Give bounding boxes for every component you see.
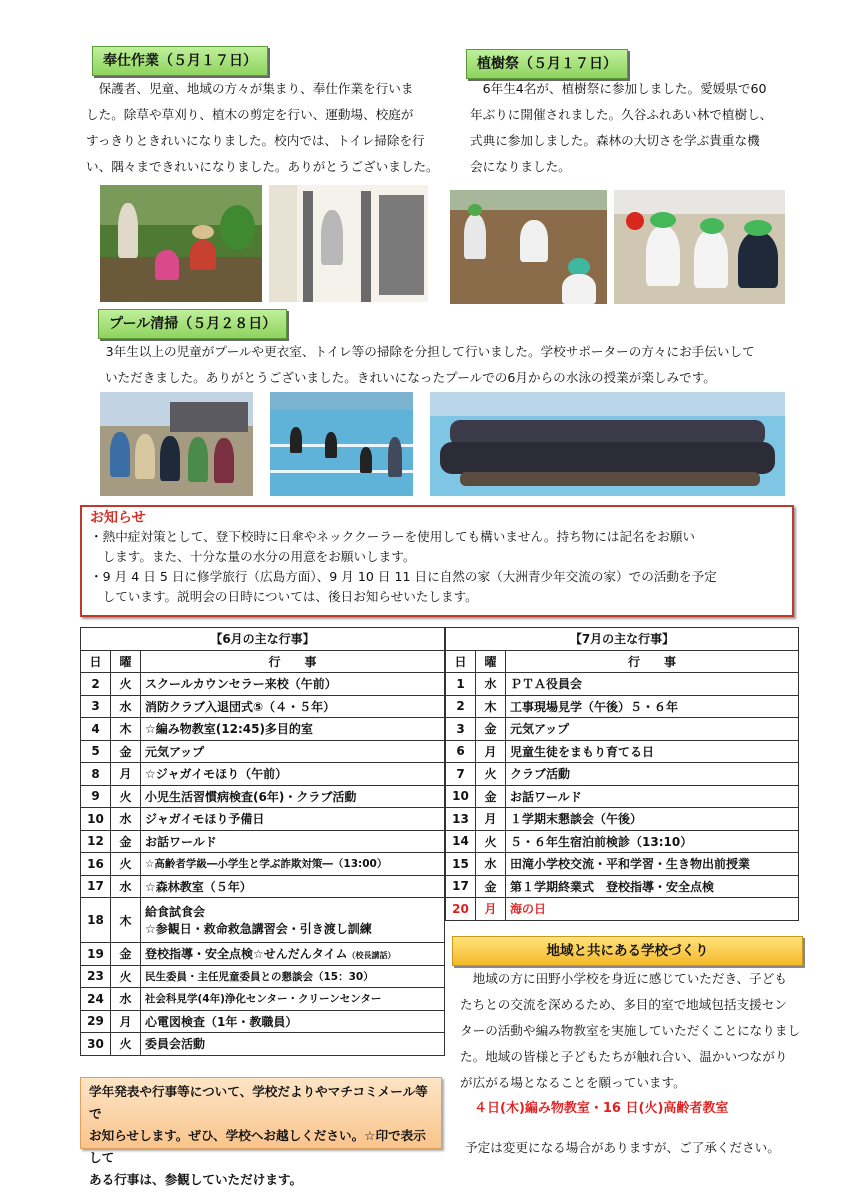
- orange-note: [80, 1077, 442, 1187]
- col-event: 行 事: [506, 650, 799, 673]
- table-row: [446, 763, 799, 786]
- event-text: 元気アップ: [145, 744, 205, 759]
- col-weekday: 曜: [476, 650, 506, 673]
- hoshi-line: した。除草や草刈り、植木の剪定を行い、運動場、校庭が: [86, 107, 414, 122]
- table-row: [81, 808, 445, 831]
- table-row: [81, 695, 445, 718]
- event-text: 小児生活習慣病検査(6年)・クラブ活動: [145, 789, 357, 804]
- row-event: [506, 785, 799, 808]
- event-text: 消防クラブ入退団式⑤（４・５年）: [145, 699, 336, 714]
- row-event: [141, 740, 445, 763]
- row-event: [506, 695, 799, 718]
- col-weekday: 曜: [111, 650, 141, 673]
- row-event: [506, 898, 799, 921]
- event-text: 第１学期終業式 登校指導・安全点検: [510, 879, 715, 894]
- row-weekday: 月: [476, 898, 506, 921]
- photo-toilet-cleaning: [269, 185, 428, 302]
- row-weekday: 火: [476, 763, 506, 786]
- row-day: 29: [81, 1010, 111, 1033]
- community-line: が広がる場となることを願っています。: [460, 1075, 686, 1090]
- row-event: [141, 965, 445, 988]
- table-row: [81, 988, 445, 1011]
- table-row: [446, 898, 799, 921]
- row-day: 23: [81, 965, 111, 988]
- row-day: 17: [81, 875, 111, 898]
- hoshi-text: [86, 76, 441, 180]
- row-weekday: 水: [111, 695, 141, 718]
- row-day: 16: [81, 853, 111, 876]
- table-row: [81, 898, 445, 943]
- row-day: 9: [81, 785, 111, 808]
- table-row: [81, 740, 445, 763]
- row-event: [506, 740, 799, 763]
- table-row: [81, 1033, 445, 1056]
- row-weekday: 月: [111, 763, 141, 786]
- table-row: [81, 965, 445, 988]
- row-weekday: 月: [476, 740, 506, 763]
- row-day: 13: [446, 808, 476, 831]
- photo-pool-gathering: [100, 392, 253, 496]
- event-note: （校長講話）: [347, 951, 396, 961]
- row-event: [506, 673, 799, 696]
- row-event: [141, 673, 445, 696]
- shokuju-line: 年ぶりに開催されました。久谷ふれあい林で植樹し、: [470, 107, 773, 122]
- event-text: 元気アップ: [510, 722, 570, 737]
- row-event: [141, 853, 445, 876]
- event-text: お話ワールド: [510, 789, 582, 804]
- row-weekday: 火: [111, 965, 141, 988]
- table-row: [446, 673, 799, 696]
- row-event: [506, 808, 799, 831]
- row-weekday: 金: [111, 740, 141, 763]
- event-text: クラブ活動: [510, 767, 571, 782]
- table-row: [446, 695, 799, 718]
- row-event: [141, 830, 445, 853]
- pool-line: 3年生以上の児童がプールや更衣室、トイレ等の掃除を分担して行いました。学校サポーターの方々にお手伝いして: [93, 344, 755, 359]
- col-day: 日: [81, 650, 111, 673]
- pool-text: [93, 339, 808, 391]
- photo-pool-group: [430, 392, 785, 496]
- row-event: [141, 763, 445, 786]
- row-weekday: 火: [111, 1033, 141, 1056]
- table-row: [446, 830, 799, 853]
- row-weekday: 火: [476, 830, 506, 853]
- row-weekday: 水: [476, 853, 506, 876]
- row-weekday: 金: [111, 830, 141, 853]
- orange-note-line: お知らせします。ぜひ、学校へお越しください。☆印で表示して: [89, 1128, 426, 1165]
- row-event: [506, 830, 799, 853]
- orange-note-line: 学年発表や行事等について、学校だよりやマチコミメール等で: [89, 1084, 428, 1121]
- row-event: [141, 718, 445, 741]
- row-day: 17: [446, 875, 476, 898]
- notice-box: [80, 505, 794, 617]
- table-row: [446, 718, 799, 741]
- table-row: [446, 853, 799, 876]
- row-event: [141, 1033, 445, 1056]
- row-event: [141, 875, 445, 898]
- shokuju-text: [470, 76, 800, 180]
- event-text: お話ワールド: [145, 834, 217, 849]
- hoshi-line: い、隅々まできれいになりました。ありがとうございました。: [86, 159, 439, 174]
- row-day: 1: [446, 673, 476, 696]
- table-row: [81, 785, 445, 808]
- row-day: 10: [81, 808, 111, 831]
- row-weekday: 火: [111, 673, 141, 696]
- table-row: [81, 853, 445, 876]
- row-weekday: 木: [111, 898, 141, 943]
- row-day: 2: [81, 673, 111, 696]
- community-title: 地域と共にある学校づくり: [452, 936, 803, 966]
- row-weekday: 木: [111, 718, 141, 741]
- table-row: [446, 785, 799, 808]
- table-row: [81, 1010, 445, 1033]
- table-row: [446, 808, 799, 831]
- row-weekday: 月: [111, 1010, 141, 1033]
- row-event: [506, 875, 799, 898]
- row-day: 18: [81, 898, 111, 943]
- table-row: [446, 875, 799, 898]
- event-text: ジャガイモほり予備日: [145, 812, 265, 827]
- row-weekday: 木: [476, 695, 506, 718]
- table-row: [81, 673, 445, 696]
- hoshi-line: 保護者、児童、地域の方々が集まり、奉仕作業を行いま: [86, 81, 414, 96]
- event-text: スクールカウンセラー来校（午前）: [145, 677, 337, 692]
- community-highlight: ４日(木)編み物教室・16 日(火)高齢者教室: [474, 1101, 729, 1116]
- row-day: 15: [446, 853, 476, 876]
- row-weekday: 火: [111, 853, 141, 876]
- row-day: 8: [81, 763, 111, 786]
- notice-line: ・熱中症対策として、登下校時に日傘やネッククーラーを使用しても構いません。持ち物には記名をお願い: [90, 529, 696, 544]
- row-event: [506, 853, 799, 876]
- pool-line: いただきました。ありがとうございました。きれいになったプールでの6月からの水泳の授業が楽しみです。: [105, 370, 716, 385]
- event-text: ＰＴＡ役員会: [510, 677, 583, 692]
- row-event: [141, 1010, 445, 1033]
- section-title-shokuju: 植樹祭（５月１７日）: [466, 49, 628, 79]
- row-event: [141, 695, 445, 718]
- hoshi-line: すっきりときれいになりました。校内では、トイレ掃除を行: [86, 133, 425, 148]
- row-day: 14: [446, 830, 476, 853]
- orange-note-line: ある行事は、参観していただけます。: [89, 1172, 303, 1187]
- community-line: ターの活動や編み物教室を実施していただくことになりまし: [460, 1023, 801, 1038]
- shokuju-line: 6年生4名が、植樹祭に参加しました。愛媛県で60: [470, 81, 767, 96]
- row-event: [141, 785, 445, 808]
- row-day: 19: [81, 943, 111, 966]
- photo-pool-scrubbing: [270, 392, 413, 496]
- photo-weeding: [100, 185, 262, 302]
- row-day: 12: [81, 830, 111, 853]
- event-text: 田滝小学校交流・平和学習・生き物出前授業: [510, 857, 751, 872]
- row-weekday: 火: [111, 785, 141, 808]
- event-text: ☆高齢者学級―小学生と学ぶ詐欺対策―（13:00）: [145, 858, 388, 871]
- table-row: [81, 875, 445, 898]
- notice-title: お知らせ: [90, 510, 146, 526]
- community-line: た。地域の皆様と子どもたちが触れ合い、温かいつながり: [460, 1049, 788, 1064]
- community-text: [460, 966, 805, 1122]
- footer-note: 予定は変更になる場合がありますが、ご了承ください。: [465, 1140, 780, 1155]
- event-text: 委員会活動: [145, 1037, 206, 1052]
- june-title: 【6月の主な行事】: [81, 628, 445, 651]
- section-title-hoshi: 奉仕作業（５月１７日）: [92, 46, 268, 76]
- row-day: 24: [81, 988, 111, 1011]
- notice-line: ・9 月 4 日 5 日に修学旅行（広島方面）、9 月 10 日 11 日に自然の家（大洲青少年交流の家）での活動を予定: [90, 569, 717, 584]
- row-event: [506, 718, 799, 741]
- event-text: 社会科見学(4年)浄化センター・クリーンセンター: [145, 993, 382, 1006]
- event-text: 登校指導・安全点検☆せんだんタイム: [145, 947, 348, 962]
- row-weekday: 金: [476, 718, 506, 741]
- row-day: 30: [81, 1033, 111, 1056]
- event-text: 児童生徒をまもり育てる日: [510, 744, 655, 759]
- photo-tree-planting-1: [450, 190, 607, 304]
- row-weekday: 水: [111, 808, 141, 831]
- row-event: [506, 763, 799, 786]
- event-text: ５・６年生宿泊前検診（13:10）: [510, 834, 693, 849]
- section-title-pool: プール清掃（５月２８日）: [98, 309, 287, 339]
- row-event: [141, 808, 445, 831]
- event-text: 海の日: [510, 902, 547, 917]
- event-text: ☆編み物教室(12:45)多目的室: [145, 722, 313, 737]
- row-event: [141, 943, 445, 966]
- row-day: 5: [81, 740, 111, 763]
- community-line: たちとの交流を深めるため、多目的室で地域包括支援セン: [460, 997, 787, 1012]
- shokuju-line: 式典に参加しました。森林の大切さを学ぶ貴重な機: [470, 133, 760, 148]
- notice-line: します。また、十分な量の水分の用意をお願いします。: [90, 549, 416, 564]
- col-day: 日: [446, 650, 476, 673]
- event-text: １学期末懇談会（午後）: [510, 812, 643, 827]
- row-day: 4: [81, 718, 111, 741]
- row-day: 3: [81, 695, 111, 718]
- row-weekday: 金: [111, 943, 141, 966]
- row-weekday: 水: [476, 673, 506, 696]
- table-row: [81, 943, 445, 966]
- table-row: [81, 718, 445, 741]
- june-events-table: [80, 627, 445, 1056]
- row-day: 3: [446, 718, 476, 741]
- event-text: 心電図検査（1年・教職員）: [145, 1014, 298, 1029]
- col-event: 行 事: [141, 650, 445, 673]
- row-day: 10: [446, 785, 476, 808]
- row-event: [141, 898, 445, 943]
- notice-line: しています。説明会の日時については、後日お知らせいたします。: [90, 589, 478, 604]
- photo-tree-planting-2: [614, 190, 785, 304]
- july-title: 【7月の主な行事】: [446, 628, 799, 651]
- event-text: 給食試食会: [145, 905, 206, 919]
- row-event: [141, 988, 445, 1011]
- event-text: ☆森林教室（５年）: [145, 879, 252, 894]
- row-day: 2: [446, 695, 476, 718]
- july-events-table: [445, 627, 799, 921]
- row-weekday: 水: [111, 988, 141, 1011]
- event-text: 工事現場見学（午後）５・６年: [510, 699, 679, 714]
- row-weekday: 月: [476, 808, 506, 831]
- community-line: 地域の方に田野小学校を身近に感じていただき、子ども: [460, 971, 787, 986]
- row-day: 7: [446, 763, 476, 786]
- row-weekday: 金: [476, 875, 506, 898]
- event-text: ☆参観日・救命救急講習会・引き渡し訓練: [145, 922, 372, 936]
- row-day: 6: [446, 740, 476, 763]
- table-row: [446, 740, 799, 763]
- row-weekday: 金: [476, 785, 506, 808]
- row-weekday: 水: [111, 875, 141, 898]
- table-row: [81, 763, 445, 786]
- event-text: ☆ジャガイモほり（午前）: [145, 767, 288, 782]
- row-day: 20: [446, 898, 476, 921]
- event-text: 民生委員・主任児童委員との懇談会（15：30）: [145, 970, 374, 983]
- table-row: [81, 830, 445, 853]
- shokuju-line: 会になりました。: [470, 159, 571, 174]
